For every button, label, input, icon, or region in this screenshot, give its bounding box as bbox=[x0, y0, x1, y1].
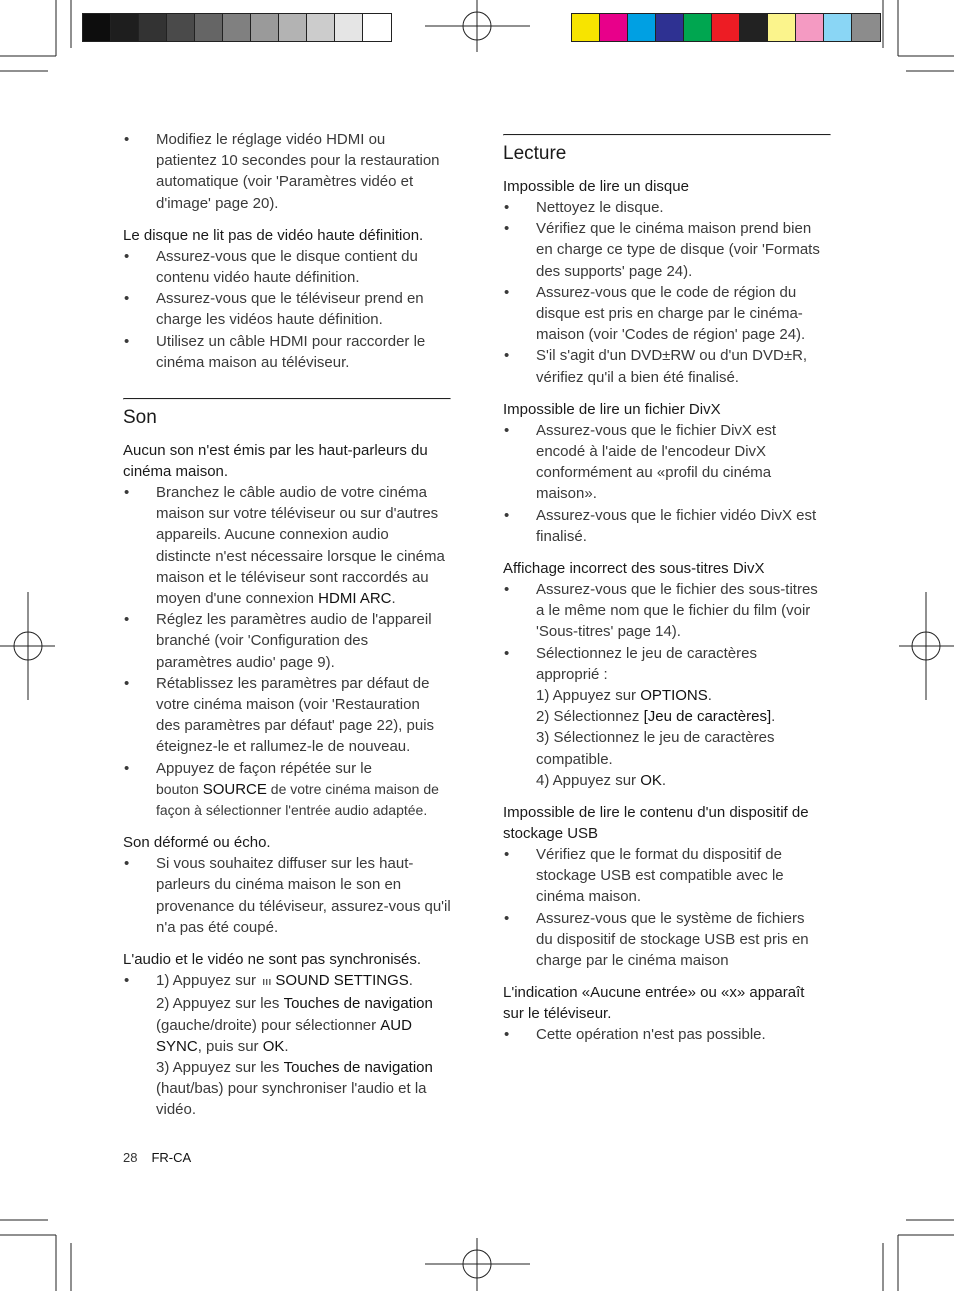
list-item: • Si vous souhaitez diffuser sur les haut- parleurs du cinéma maison le son en provenance du téléviseur, assurez-vous qu'il n'a pas été coupé. bbox=[124, 855, 451, 936]
list-item: • S'il s'agit d'un DVD±RW ou d'un DVD±R, vérifiez qu'il a bien été finalisé. bbox=[504, 347, 808, 386]
color-swatch bbox=[712, 14, 740, 41]
color-calibration-bar bbox=[571, 13, 881, 42]
list-item: • Rétablissez les paramètres par défaut de votre cinéma maison (voir 'Restauration des paramètres par défaut' page 22), puis éteignez-le et rallumez-le de nouveau. bbox=[124, 674, 435, 756]
divx-problem bbox=[503, 399, 831, 547]
gray-swatch bbox=[251, 14, 279, 41]
list-item: • Assurez-vous que le fichier des sous-titres a le même nom que le fichier du film (voir 'Sous-titres' page 14). bbox=[504, 581, 818, 641]
list-item: • Nettoyez le disque. bbox=[504, 199, 664, 216]
usb-problem bbox=[503, 802, 831, 971]
problem-heading: Aucun son n'est émis par les haut-parleurs du cinéma maison. bbox=[123, 442, 428, 481]
subtitles-problem bbox=[503, 558, 831, 791]
list-item: • Assurez-vous que le disque contient du contenu vidéo haute définition. bbox=[124, 247, 418, 287]
section-title-lecture: Lecture bbox=[503, 143, 567, 164]
list-item: • Cette opération n'est pas possible. bbox=[504, 1026, 766, 1044]
problem-heading: Impossible de lire un disque bbox=[503, 178, 689, 195]
hdmi-tip-group bbox=[123, 129, 451, 214]
problem-heading: L'indication «Aucune entrée» ou «x» apparaît sur le téléviseur. bbox=[503, 984, 805, 1023]
disc-problem bbox=[503, 176, 831, 388]
page-number: 28 bbox=[123, 1150, 138, 1165]
left-column bbox=[123, 129, 451, 1132]
list-item: • Appuyez de façon répétée sur le bouton SOURCE de votre cinéma maison de façon à sélectionner l'entrée audio adaptée. bbox=[124, 759, 439, 819]
color-swatch bbox=[824, 14, 852, 41]
hd-video-problem bbox=[123, 225, 451, 373]
problem-heading: L'audio et le vidéo ne sont pas synchronisés. bbox=[123, 951, 422, 969]
right-column bbox=[503, 134, 831, 1057]
problem-heading: Impossible de lire un fichier DivX bbox=[503, 400, 721, 418]
section-title-son: Son bbox=[123, 407, 157, 429]
color-swatch bbox=[600, 14, 628, 41]
no-sound-problem bbox=[123, 440, 451, 821]
list-item: • 1) Appuyez sur ııı SOUND SETTINGS. 2) Appuyez sur les Touches de navigation (gauche/droite) pour sélectionner AUD SYNC, puis sur OK. 3) Appuyez sur les Touches de navigation (haut/bas) pour synchroniser l'audio et la vidéo. bbox=[124, 972, 433, 1119]
problem-heading: Impossible de lire le contenu d'un dispositif de stockage USB bbox=[503, 804, 809, 843]
gray-swatch bbox=[307, 14, 335, 41]
list-item: • Modifiez le réglage vidéo HDMI ou patientez 10 secondes pour la restauration automatique (voir 'Paramètres vidéo et d'image' page 20). bbox=[124, 131, 440, 212]
color-swatch bbox=[572, 14, 600, 41]
list-item: • Vérifiez que le cinéma maison prend bien en charge ce type de disque (voir 'Formats des supports' page 24). bbox=[504, 220, 820, 280]
section-divider bbox=[123, 398, 451, 400]
list-item: • Réglez les paramètres audio de l'appareil branché (voir 'Configuration des paramètres audio' page 9). bbox=[124, 611, 432, 671]
color-swatch bbox=[796, 14, 824, 41]
sound-settings-icon: ııı bbox=[262, 976, 272, 989]
problem-heading: Affichage incorrect des sous-titres DivX bbox=[503, 560, 765, 578]
gray-swatch bbox=[111, 14, 139, 41]
gray-swatch bbox=[167, 14, 195, 41]
color-swatch bbox=[628, 14, 656, 41]
list-item: • Assurez-vous que le téléviseur prend en charge les vidéos haute définition. bbox=[124, 290, 424, 329]
av-sync-problem bbox=[123, 949, 451, 1120]
no-input-problem bbox=[503, 982, 831, 1045]
list-item: • Utilisez un câble HDMI pour raccorder le cinéma maison au téléviseur. bbox=[124, 332, 426, 371]
gray-swatch bbox=[195, 14, 223, 41]
list-item: • Sélectionnez le jeu de caractères approprié : 1) Appuyez sur OPTIONS. 2) Sélectionnez [Jeu de caractères]. 3) Sélectionnez le jeu de caractères compatible. 4) Appuyez sur OK. bbox=[504, 644, 776, 789]
list-item: • Branchez le câble audio de votre cinéma maison sur votre téléviseur ou sur d'autres appareils. Aucune connexion audio distincte n'est nécessaire lorsque le cinéma maison et le téléviseur sont raccordés au moyen d'une connexion HDMI ARC. bbox=[124, 484, 445, 608]
list-item: • Assurez-vous que le fichier vidéo DivX est finalisé. bbox=[504, 506, 817, 545]
color-swatch bbox=[740, 14, 768, 41]
gray-swatch bbox=[279, 14, 307, 41]
distorted-sound-problem bbox=[123, 832, 451, 938]
color-swatch bbox=[768, 14, 796, 41]
color-swatch bbox=[684, 14, 712, 41]
gray-swatch bbox=[363, 14, 391, 41]
list-item: • Assurez-vous que le système de fichiers du dispositif de stockage USB est pris en charge par le cinéma maison bbox=[504, 909, 809, 970]
language-code: FR-CA bbox=[151, 1150, 192, 1165]
gray-swatch bbox=[139, 14, 167, 41]
list-item: • Assurez-vous que le code de région du disque est pris en charge par le cinéma- maison (voir 'Codes de région' page 24). bbox=[504, 283, 806, 344]
section-divider bbox=[503, 134, 831, 136]
page-footer bbox=[123, 1150, 191, 1165]
list-item: • Assurez-vous que le fichier DivX est encodé à l'aide de l'encodeur DivX conformément au «profil du cinéma maison». bbox=[504, 421, 777, 503]
gray-swatch bbox=[223, 14, 251, 41]
list-item: • Vérifiez que le format du dispositif de stockage USB est compatible avec le cinéma maison. bbox=[504, 846, 784, 906]
problem-heading: Son déformé ou écho. bbox=[123, 834, 271, 852]
problem-heading: Le disque ne lit pas de vidéo haute définition. bbox=[123, 226, 424, 244]
gray-swatch bbox=[83, 14, 111, 41]
color-swatch bbox=[852, 14, 880, 41]
gray-swatch bbox=[335, 14, 363, 41]
grayscale-calibration-bar bbox=[82, 13, 392, 42]
color-swatch bbox=[656, 14, 684, 41]
